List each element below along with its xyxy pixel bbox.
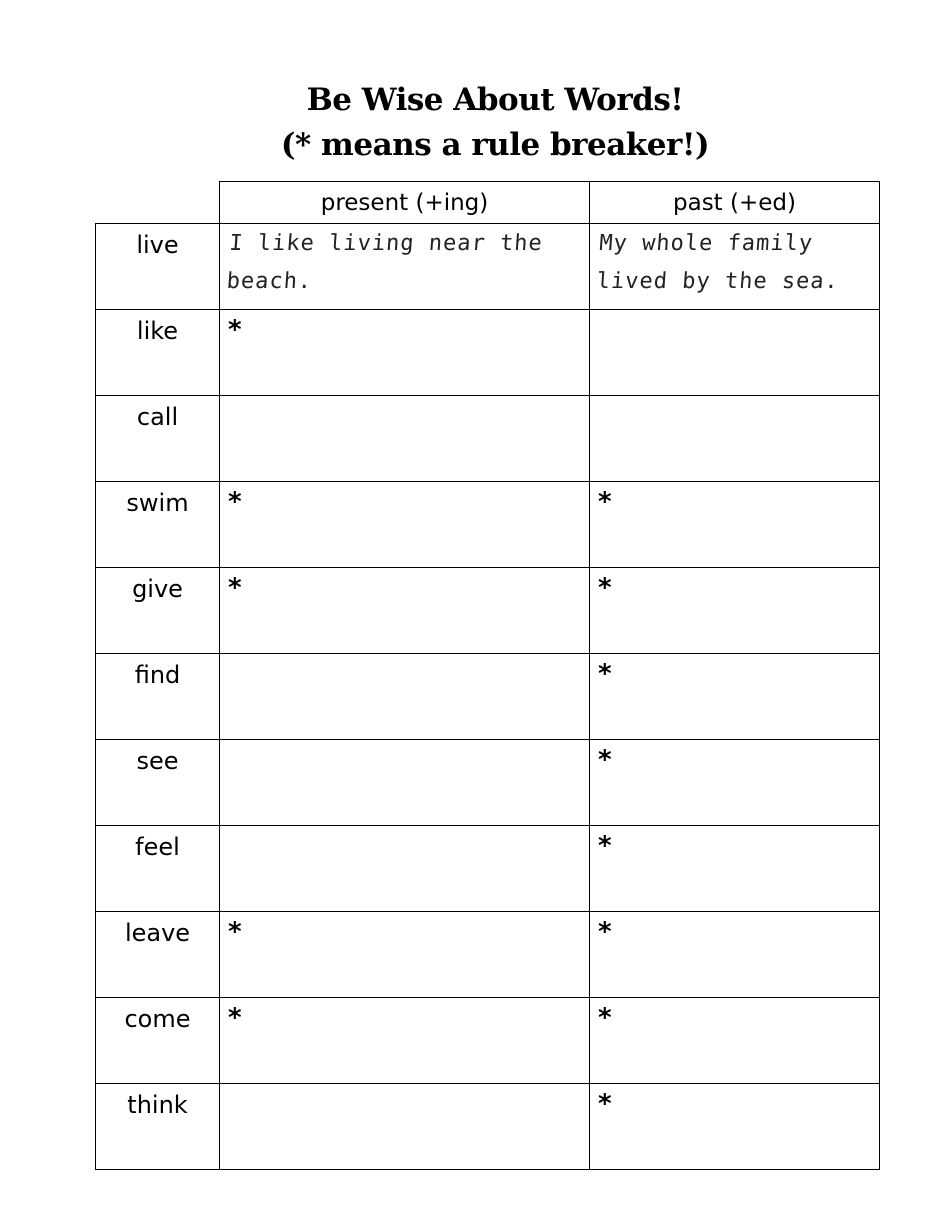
word-cell: like xyxy=(96,310,220,396)
table-row xyxy=(96,568,880,654)
present-entry-cell[interactable] xyxy=(220,1084,590,1170)
rule-breaker-marker: * xyxy=(598,1089,612,1119)
header-row xyxy=(96,182,880,224)
past-entry-cell[interactable] xyxy=(590,740,880,826)
past-entry-cell[interactable] xyxy=(590,310,880,396)
past-entry-cell[interactable] xyxy=(590,1084,880,1170)
rule-breaker-marker: * xyxy=(598,831,612,861)
present-entry-cell[interactable] xyxy=(220,310,590,396)
rule-breaker-marker: * xyxy=(598,917,612,947)
rule-breaker-marker: * xyxy=(598,573,612,603)
example-sentence: My whole family lived by the sea. xyxy=(595,231,840,294)
present-entry-cell[interactable] xyxy=(220,740,590,826)
past-entry-cell[interactable] xyxy=(590,912,880,998)
rule-breaker-marker: * xyxy=(228,487,242,517)
present-entry-cell[interactable] xyxy=(220,482,590,568)
past-entry-cell[interactable] xyxy=(590,396,880,482)
table-row xyxy=(96,654,880,740)
past-entry-cell[interactable] xyxy=(590,568,880,654)
table-row xyxy=(96,912,880,998)
present-entry-cell[interactable] xyxy=(220,912,590,998)
word-cell: feel xyxy=(96,826,220,912)
past-entry-cell[interactable] xyxy=(590,224,880,310)
rule-breaker-marker: * xyxy=(228,573,242,603)
table-row xyxy=(96,1084,880,1170)
present-entry-cell[interactable] xyxy=(220,998,590,1084)
table-row xyxy=(96,396,880,482)
past-entry-cell[interactable] xyxy=(590,998,880,1084)
table-row xyxy=(96,826,880,912)
example-sentence: I like living near the beach. xyxy=(225,231,544,294)
present-entry-cell[interactable] xyxy=(220,654,590,740)
rule-breaker-marker: * xyxy=(598,745,612,775)
word-cell: live xyxy=(96,224,220,310)
past-entry-cell[interactable] xyxy=(590,482,880,568)
rule-breaker-marker: * xyxy=(598,659,612,689)
rule-breaker-marker: * xyxy=(598,487,612,517)
table-row xyxy=(96,310,880,396)
table-row xyxy=(96,998,880,1084)
word-cell: find xyxy=(96,654,220,740)
table-row xyxy=(96,482,880,568)
present-entry-cell[interactable] xyxy=(220,396,590,482)
rule-breaker-marker: * xyxy=(228,917,242,947)
header-present: present (+ing) xyxy=(220,182,590,224)
word-cell: see xyxy=(96,740,220,826)
rule-breaker-marker: * xyxy=(598,1003,612,1033)
rule-breaker-marker: * xyxy=(228,315,242,345)
table-row xyxy=(96,224,880,310)
past-entry-cell[interactable] xyxy=(590,654,880,740)
past-entry-cell[interactable] xyxy=(590,826,880,912)
word-cell: call xyxy=(96,396,220,482)
table-row xyxy=(96,740,880,826)
word-cell: leave xyxy=(96,912,220,998)
word-cell: come xyxy=(96,998,220,1084)
header-past: past (+ed) xyxy=(590,182,880,224)
present-entry-cell[interactable] xyxy=(220,826,590,912)
word-table xyxy=(95,181,880,1170)
corner-cell xyxy=(96,182,220,224)
worksheet-title xyxy=(0,78,950,168)
word-cell: think xyxy=(96,1084,220,1170)
word-cell: swim xyxy=(96,482,220,568)
title-line-2: (* means a rule breaker!) xyxy=(280,127,710,163)
present-entry-cell[interactable] xyxy=(220,568,590,654)
word-cell: give xyxy=(96,568,220,654)
present-entry-cell[interactable] xyxy=(220,224,590,310)
rule-breaker-marker: * xyxy=(228,1003,242,1033)
title-line-1: Be Wise About Words! xyxy=(306,82,684,118)
